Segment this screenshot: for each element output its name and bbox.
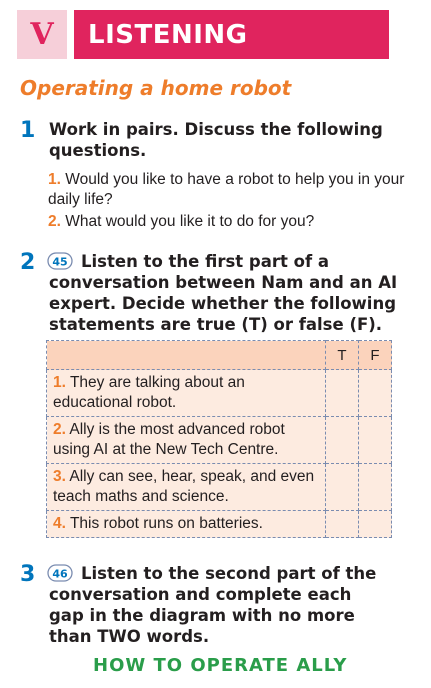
column-header-false: F — [359, 341, 392, 370]
statement-text: This robot runs on batteries. — [69, 515, 263, 532]
column-header-true: T — [326, 341, 359, 370]
exercise-number: 3 — [20, 562, 36, 587]
question-item — [48, 212, 418, 232]
audio-track-icon[interactable] — [47, 563, 73, 583]
table-header-row — [47, 341, 392, 370]
instruction-text: Listen to the first part of a conversation between Nam and an AI expert. Decide whether the following statements are true (T) or false (F). — [49, 252, 398, 334]
instruction-text: Listen to the second part of the conversation and complete each gap in the diagram with no more than TWO words. — [49, 564, 377, 646]
section-letter: V — [17, 10, 67, 59]
statement-cell — [47, 370, 326, 417]
question-text: Would you like to have a robot to help you in your daily life? — [48, 171, 405, 208]
true-false-table — [46, 340, 392, 538]
table-row — [47, 464, 392, 511]
answer-cell-t[interactable] — [326, 511, 359, 538]
section-header — [17, 10, 389, 59]
table-row — [47, 511, 392, 538]
answer-cell-f[interactable] — [359, 511, 392, 538]
statement-text: They are talking about an educational robot. — [53, 374, 245, 411]
diagram-title: HOW TO OPERATE ALLY — [93, 655, 348, 676]
question-number: 2. — [48, 213, 61, 230]
statement-number: 1. — [53, 374, 66, 391]
exercise-number: 1 — [20, 118, 36, 143]
statement-number: 4. — [53, 515, 66, 532]
statement-cell — [47, 511, 326, 538]
exercise-instruction — [49, 563, 389, 647]
table-header-blank — [47, 341, 326, 370]
statement-number: 3. — [53, 468, 66, 485]
answer-cell-t[interactable] — [326, 464, 359, 511]
audio-track-icon[interactable] — [47, 251, 73, 271]
statement-text: Ally is the most advanced robot using AI at the New Tech Centre. — [53, 421, 285, 458]
question-text: What would you like it to do for you? — [65, 213, 315, 230]
exercise-instruction: Work in pairs. Discuss the following questions. — [49, 120, 383, 160]
table-row — [47, 370, 392, 417]
section-title: LISTENING — [74, 10, 389, 59]
answer-cell-f[interactable] — [359, 417, 392, 464]
track-number: 46 — [52, 567, 68, 581]
statement-cell — [47, 417, 326, 464]
statement-text: Ally can see, hear, speak, and even teach maths and science. — [53, 468, 315, 505]
question-number: 1. — [48, 171, 61, 188]
answer-cell-t[interactable] — [326, 417, 359, 464]
statement-cell — [47, 464, 326, 511]
table-row — [47, 417, 392, 464]
answer-cell-f[interactable] — [359, 464, 392, 511]
exercise-number: 2 — [20, 250, 36, 275]
statement-number: 2. — [53, 421, 66, 438]
answer-cell-f[interactable] — [359, 370, 392, 417]
question-item — [48, 170, 418, 210]
answer-cell-t[interactable] — [326, 370, 359, 417]
track-number: 45 — [52, 255, 68, 269]
exercise-instruction — [49, 251, 419, 335]
lesson-subtitle: Operating a home robot — [20, 76, 292, 100]
